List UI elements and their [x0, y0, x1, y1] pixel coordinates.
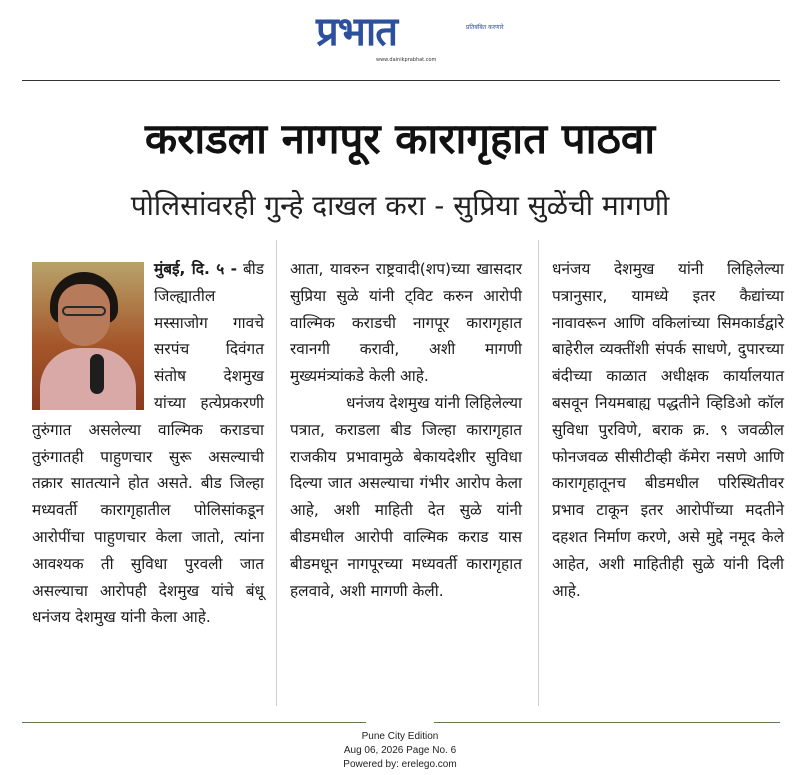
footer-divider-right	[434, 722, 780, 723]
column-divider	[538, 240, 539, 706]
column-1-text: बीड जिल्ह्यातील मस्साजोग गावचे सरपंच दिवंगत संतोष देशमुख यांच्या हत्येप्रकरणी तुरुंगात असलेल्या वाल्मिक कराडचा तुरुंगातही पाहुणचार सुरू असल्याची तक्रार सातत्याने होत असते. बीड जिल्हा मध्यवर्ती कारागृहातील पोलिसांकडून आरोपींचा पाहुणचार केला जातो, त्यांना आवश्यक ती सुविधा पुरवली जात असल्याचा आरोपही देशमुख यांचे बंधू धनंजय देशमुख यांनी केला आहे.	[32, 260, 264, 627]
microphone-icon	[90, 354, 104, 394]
column-divider	[276, 240, 277, 706]
footer-divider-left	[22, 722, 366, 723]
logo-wordmark: प्रभात	[316, 9, 398, 55]
edition-label: Pune City Edition	[361, 731, 439, 742]
column-2-paragraph-1: आता, यावरुन राष्ट्रवादी(शप)च्या खासदार सुप्रिया सुळे यांनी ट्विट करुन आरोपी वाल्मिक कराडची नागपूर कारागृहात रवानगी करावी, अशी मागणी मुख्यमंत्र्यांकडे केली आहे.	[290, 260, 522, 386]
supriya-sule-photo	[32, 262, 144, 410]
powered-by-label: Powered by: erelego.com	[343, 759, 457, 770]
article-column-2	[290, 256, 522, 604]
dateline: मुंबई, दि. ५ -	[154, 260, 238, 278]
logo-tagline: प्रतिबंबित करणारे	[466, 24, 504, 31]
masthead	[0, 0, 800, 80]
article-subheadline: पोलिसांवरही गुन्हे दाखल करा - सुप्रिया सुळेंची मागणी	[130, 189, 670, 222]
article-headline: कराडला नागपूर कारागृहात पाठवा	[144, 114, 656, 163]
article-column-3	[552, 256, 784, 604]
page-footer	[0, 730, 800, 772]
date-page-label: Aug 06, 2026 Page No. 6	[343, 745, 457, 756]
masthead-divider	[22, 80, 780, 81]
article-column-1	[32, 256, 264, 631]
logo-url: www.dainikprabhat.com	[376, 57, 437, 63]
column-3-text: धनंजय देशमुख यांनी लिहिलेल्या पत्रानुसार, यामध्ये इतर कैद्यांच्या नावावरून आणि वकिलांच्या सिमकार्डद्वारे बाहेरील व्यक्तींशी संपर्क साधणे, दुपारच्या बंदीच्या काळात अधीक्षक कार्यालयात बसवून नियमबाह्य पद्धतीने व्हिडिओ कॉल सुविधा पुरविणे, बराक क्र. ९ जवळील फोनजवळ सीसीटीव्ही कॅमेरा नसणे आणि कारागृहातूनच बीडमधील परिस्थितीवर प्रभाव टाकून इतर आरोपींच्या मदतीने दहशत निर्माण करणे, असे मुद्दे नमूद केले आहेत, अशी माहितीही सुळे यांनी दिली आहे.	[552, 260, 784, 600]
column-2-paragraph-2: धनंजय देशमुख यांनी लिहिलेल्या पत्रात, कराडला बीड जिल्हा कारागृहात राजकीय प्रभावामुळे बेकायदेशीर सुविधा दिल्या जात असल्याचा गंभीर आरोप केला आहे, अशी माहिती देत सुळे यांनी बीडमधील आरोपी वाल्मिक कराड यास बीडमधून नागपूरच्या मध्यवर्ती कारागृहात हलवावे, अशी मागणी केली.	[290, 393, 522, 600]
